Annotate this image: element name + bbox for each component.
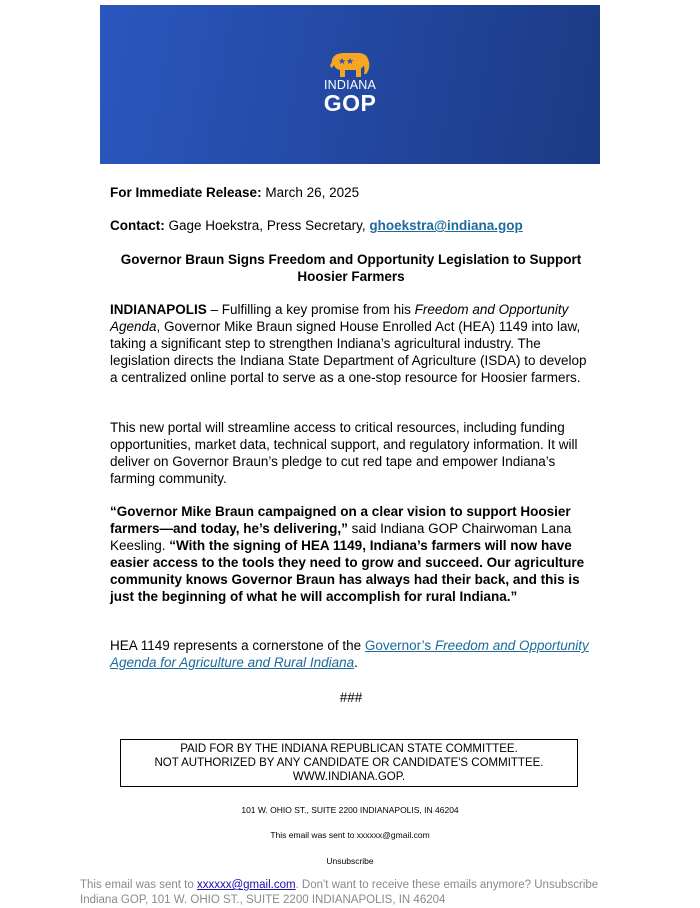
contact-line <box>110 217 592 234</box>
release-date: March 26, 2025 <box>265 185 360 200</box>
body-paragraph-3 <box>110 503 592 605</box>
quote-attribution: said Indiana GOP Chairwoman Lana Keesling. <box>110 521 572 553</box>
paid-for-disclaimer <box>120 739 578 787</box>
footer-sent-to-text: This email was sent to <box>80 879 197 891</box>
p1-text-b: , Governor Mike Braun signed House Enrolled Act (HEA) 1149 into law, taking a significant step to strengthen Indiana’s agricultural industry. The legislation directs the Indiana State Department of Agriculture (ISDA) to develop a centralized online portal to serve as a one-stop resource for Hoosier farmers. <box>110 319 587 385</box>
p1-text-a: – Fulfilling a key promise from his <box>206 302 415 317</box>
contact-email-link[interactable]: ghoekstra@indiana.gop <box>369 218 523 233</box>
disclaimer-line-1: PAID FOR BY THE INDIANA REPUBLICAN STATE COMMITTEE. <box>180 743 518 755</box>
body-paragraph-1 <box>110 301 592 386</box>
mailing-address: 101 W. OHIO ST., SUITE 2200 INDIANAPOLIS, IN 46204 <box>241 805 459 815</box>
release-label: For Immediate Release: <box>110 185 262 200</box>
agenda-link-italic: Freedom and Opportunity Agenda for Agriculture and Rural Indiana <box>110 638 589 670</box>
agenda-link-text: Governor’s <box>364 638 435 653</box>
end-mark: ### <box>339 690 363 705</box>
footer-line-1 <box>80 878 680 893</box>
quote-2: “With the signing of HEA 1149, Indiana’s farmers will now have easier access to the tools they need to grow and succeed. Our agriculture community knows Governor Braun has always had their back, and this is just the beginning of what he will accomplish for rural Indiana.” <box>110 538 585 604</box>
elephant-icon <box>328 50 372 78</box>
quote-1: “Governor Mike Braun campaigned on a clear vision to support Hoosier farmers—and today, he’s delivering,” <box>110 504 571 536</box>
logo-text-gop: GOP <box>323 90 377 116</box>
logo-text-indiana: INDIANA <box>323 78 377 92</box>
contact-name: Gage Hoekstra, Press Secretary, <box>168 218 366 233</box>
p4-text-b: . <box>354 655 358 670</box>
footer-line-2: Indiana GOP, 101 W. OHIO ST., SUITE 2200 INDIANAPOLIS, IN 46204 <box>80 894 446 906</box>
agenda-title: Freedom and Opportunity Agenda <box>110 302 569 334</box>
dateline: INDIANAPOLIS <box>110 302 207 317</box>
release-line <box>110 184 592 201</box>
headline: Governor Braun Signs Freedom and Opportunity Legislation to Support Hoosier Farmers <box>120 252 582 284</box>
sent-to-notice: This email was sent to xxxxxx@gmail.com <box>270 830 430 840</box>
indiana-gop-logo <box>318 50 382 116</box>
body-paragraph-4 <box>110 637 592 671</box>
body-paragraph-2: This new portal will streamline access to critical resources, including funding opportunities, market data, technical support, and regulatory information. It will deliver on Governor Braun’s pledge to cut red tape and empower Indiana’s farming community. <box>110 420 578 486</box>
footer-email-link[interactable]: xxxxxx@gmail.com <box>196 879 296 891</box>
disclaimer-line-3: WWW.INDIANA.GOP. <box>292 771 406 783</box>
p4-text-a: HEA 1149 represents a cornerstone of the <box>110 638 365 653</box>
footer-unsubscribe-text[interactable]: . Don't want to receive these emails anymore? Unsubscribe <box>295 879 599 891</box>
disclaimer-line-2: NOT AUTHORIZED BY ANY CANDIDATE OR CANDIDATE'S COMMITTEE. <box>154 757 544 769</box>
unsubscribe-link[interactable]: Unsubscribe <box>326 856 374 866</box>
contact-label: Contact: <box>110 218 165 233</box>
